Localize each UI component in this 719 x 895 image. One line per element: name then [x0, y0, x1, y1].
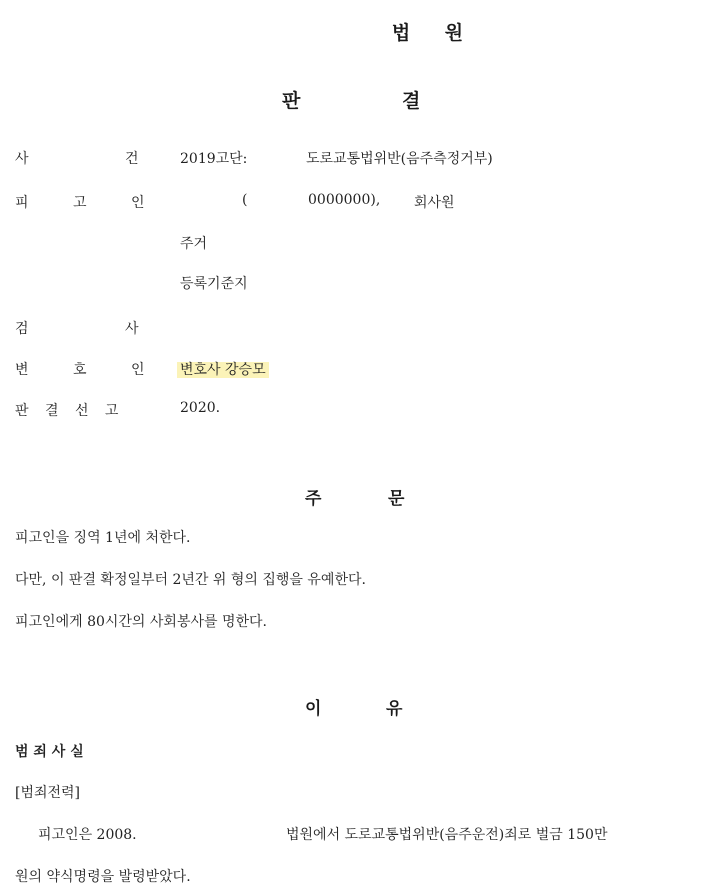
case-label: 사 건	[15, 151, 185, 167]
sentencing-label: 판 결 선 고	[15, 403, 125, 419]
reason-title-right: 유	[386, 699, 403, 719]
counsel-label: 변 호 인	[15, 362, 165, 378]
reason-line-1-right: 법원에서 도로교통법위반(음주운전)죄로 벌금 150만	[286, 827, 608, 843]
record-heading: [범죄전력]	[15, 785, 81, 801]
order-title-left: 주	[305, 489, 322, 509]
defendant-label: 피 고 인	[15, 195, 165, 211]
sentencing-value: 2020.	[180, 400, 221, 416]
defendant-occupation: 회사원	[414, 195, 455, 211]
order-line-3: 피고인에게 80시간의 사회봉사를 명한다.	[15, 614, 267, 630]
counsel-value: 변호사 강승모	[177, 359, 269, 379]
verdict-title-left: 판	[282, 90, 301, 112]
defendant-address: 주거	[180, 236, 208, 252]
reason-title-left: 이	[305, 699, 322, 719]
reason-line-1-left: 피고인은 2008.	[38, 827, 137, 843]
order-line-2: 다만, 이 판결 확정일부터 2년간 위 형의 집행을 유예한다.	[15, 572, 366, 588]
prosecutor-label: 검 사	[15, 321, 185, 337]
facts-heading: 범 죄 사 실	[15, 744, 84, 760]
verdict-title-right: 결	[402, 90, 421, 112]
order-line-1: 피고인을 징역 1년에 처한다.	[15, 530, 191, 546]
order-title-right: 문	[388, 489, 405, 509]
defendant-registration: 등록기준지	[180, 276, 248, 292]
court-name: 법 원	[391, 22, 478, 44]
case-number: 2019고단:	[180, 151, 248, 167]
defendant-paren: (	[242, 192, 248, 208]
case-name: 도로교통법위반(음주측정거부)	[306, 151, 493, 167]
reason-line-2: 원의 약식명령을 발령받았다.	[15, 869, 191, 885]
defendant-id: 0000000),	[308, 192, 381, 208]
